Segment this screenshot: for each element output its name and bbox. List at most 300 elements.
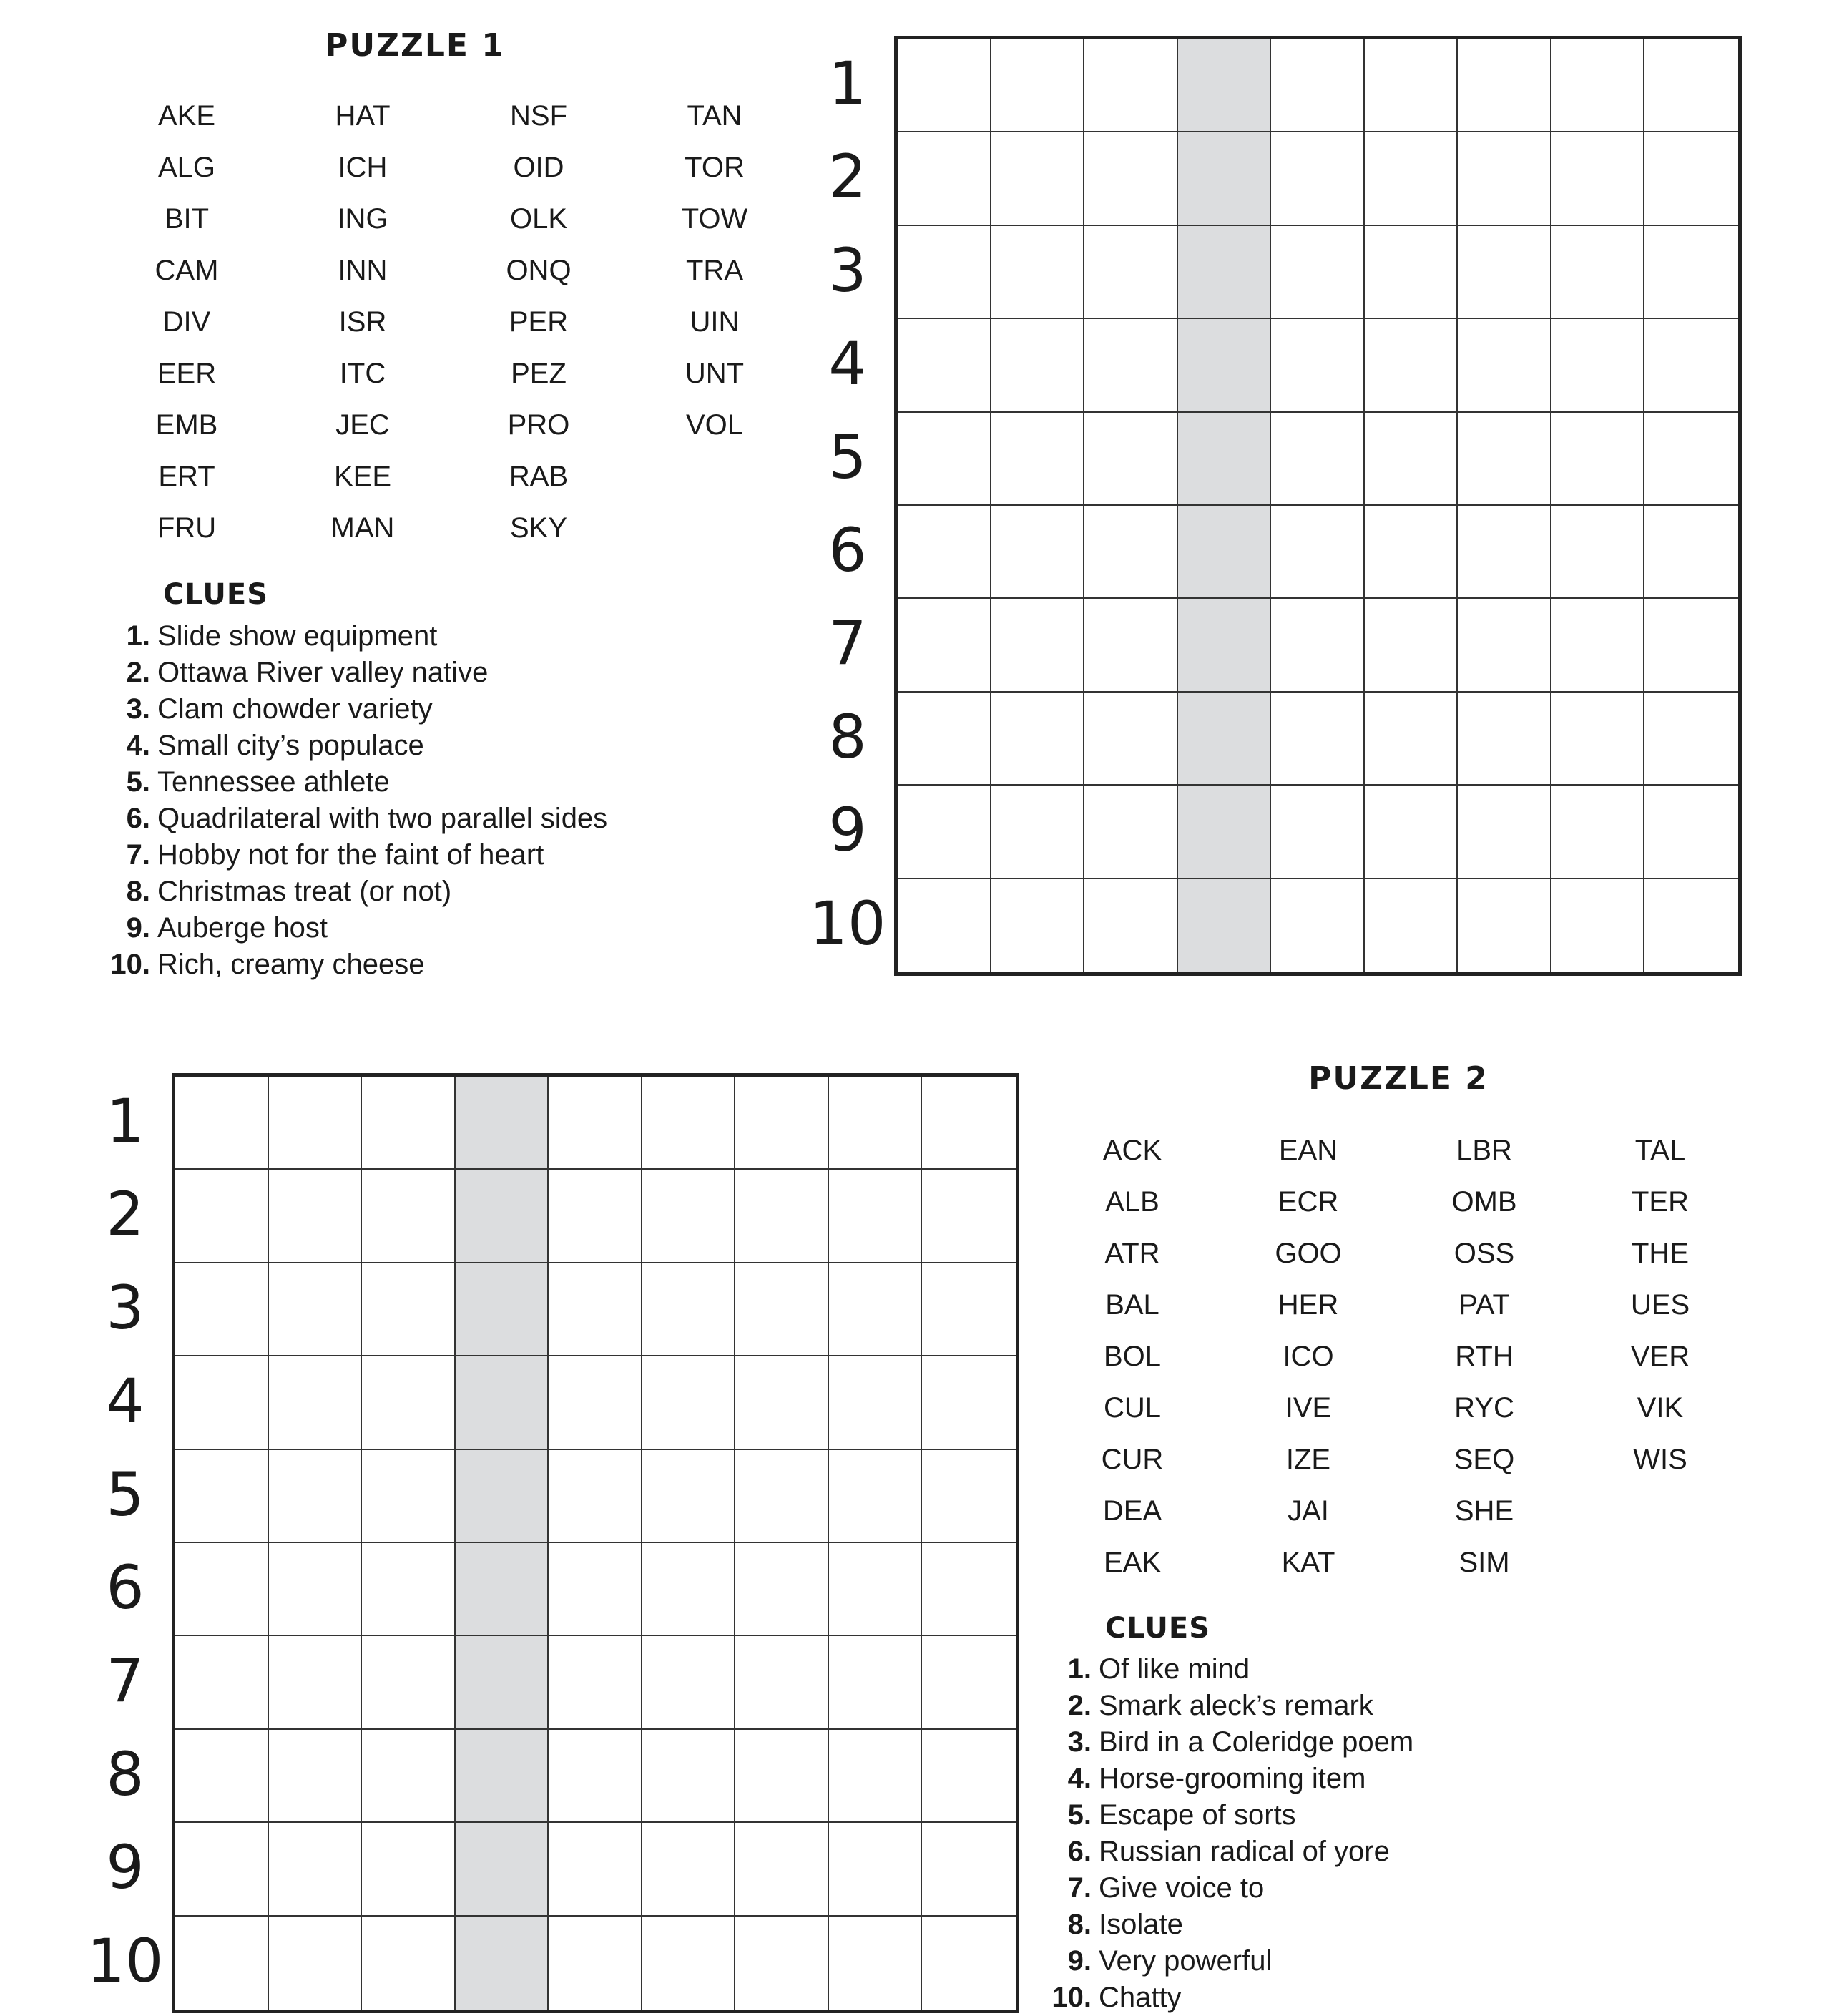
clue-number: 10. <box>110 949 150 980</box>
word-fragment: DIV <box>162 306 211 338</box>
clue-item <box>1041 1724 1413 1761</box>
word-fragment: LBR <box>1456 1135 1512 1166</box>
grid-cell[interactable] <box>1084 693 1178 786</box>
grid-cell[interactable] <box>362 1450 456 1543</box>
clue-number: 9. <box>126 912 150 944</box>
word-fragment: ALB <box>1105 1186 1159 1218</box>
word-fragment: VOL <box>685 409 744 441</box>
clue-number: 8. <box>126 876 150 907</box>
grid-cell[interactable] <box>1644 879 1738 972</box>
grid-cell[interactable] <box>1178 319 1272 412</box>
grid-cell[interactable] <box>362 1917 456 2010</box>
word-fragment: INN <box>338 255 388 286</box>
row-number: 5 <box>828 421 867 492</box>
grid-cell[interactable] <box>1271 39 1365 132</box>
clue-number: 5. <box>126 766 150 798</box>
grid-cell[interactable] <box>642 1823 736 1916</box>
grid-cell[interactable] <box>1084 506 1178 599</box>
grid-cell[interactable] <box>175 1730 269 1823</box>
word-fragment: UES <box>1630 1289 1690 1321</box>
clue-text: Russian radical of yore <box>1099 1836 1390 1867</box>
grid-cell[interactable] <box>1551 132 1645 225</box>
word-fragment: OSS <box>1453 1238 1515 1269</box>
grid-cell[interactable] <box>1365 693 1458 786</box>
clue-text: Isolate <box>1099 1909 1183 1940</box>
grid-cell[interactable] <box>269 1450 363 1543</box>
clue-number: 8. <box>1067 1909 1092 1940</box>
row-number: 8 <box>828 701 867 772</box>
clue-text: Auberge host <box>157 912 328 944</box>
word-fragment: UNT <box>685 358 745 389</box>
grid-cell[interactable] <box>829 1543 923 1636</box>
grid-cell[interactable] <box>922 1077 1016 1170</box>
grid-cell[interactable] <box>991 413 1085 506</box>
grid-cell[interactable] <box>735 1356 829 1449</box>
row-number: 6 <box>828 515 867 585</box>
word-fragment: RTH <box>1455 1341 1514 1372</box>
grid-cell[interactable] <box>991 599 1085 692</box>
grid-cell[interactable] <box>1458 39 1551 132</box>
grid-cell[interactable] <box>735 1170 829 1263</box>
word-fragment: FRU <box>157 512 217 544</box>
clue-number: 9. <box>1067 1945 1092 1977</box>
grid-cell[interactable] <box>362 1263 456 1356</box>
grid-cell[interactable] <box>1178 786 1272 879</box>
clue-item <box>1041 1943 1413 1980</box>
grid-cell[interactable] <box>991 879 1085 972</box>
grid-cell[interactable] <box>991 693 1085 786</box>
grid-cell[interactable] <box>456 1636 549 1729</box>
word-fragment: JAI <box>1288 1495 1329 1527</box>
row-number: 4 <box>106 1366 144 1437</box>
word-fragment: UIN <box>690 306 740 338</box>
grid-cell[interactable] <box>1644 226 1738 319</box>
puzzle1-clues-heading: CLUES <box>163 578 269 611</box>
grid-cell[interactable] <box>1365 599 1458 692</box>
grid-cell[interactable] <box>269 1077 363 1170</box>
clue-text: Horse-grooming item <box>1099 1763 1366 1794</box>
grid-cell[interactable] <box>269 1543 363 1636</box>
grid-cell[interactable] <box>1551 786 1645 879</box>
word-fragment: VER <box>1630 1341 1690 1372</box>
word-fragment: JEC <box>335 409 390 441</box>
grid-cell[interactable] <box>549 1356 642 1449</box>
word-fragment: OMB <box>1451 1186 1517 1218</box>
word-fragment: BIT <box>164 203 210 235</box>
grid-cell[interactable] <box>922 1823 1016 1916</box>
grid-cell[interactable] <box>1271 693 1365 786</box>
grid-cell[interactable] <box>829 1730 923 1823</box>
word-fragment: PAT <box>1458 1289 1510 1321</box>
grid-cell[interactable] <box>1271 319 1365 412</box>
grid-cell[interactable] <box>1458 786 1551 879</box>
clue-item <box>100 874 607 910</box>
grid-cell[interactable] <box>1551 879 1645 972</box>
grid-cell[interactable] <box>1458 506 1551 599</box>
grid-cell[interactable] <box>829 1450 923 1543</box>
grid-cell[interactable] <box>991 226 1085 319</box>
word-fragment: BOL <box>1103 1341 1162 1372</box>
grid-cell[interactable] <box>922 1730 1016 1823</box>
word-fragment: THE <box>1632 1238 1689 1269</box>
word-fragment: TOW <box>681 203 748 235</box>
grid-cell[interactable] <box>269 1917 363 2010</box>
clue-item <box>1041 1651 1413 1688</box>
row-number: 10 <box>87 1925 164 1996</box>
grid-cell[interactable] <box>1644 786 1738 879</box>
clue-text: Slide show equipment <box>157 620 438 652</box>
word-fragment: ING <box>337 203 388 235</box>
grid-cell[interactable] <box>735 1450 829 1543</box>
grid-cell[interactable] <box>829 1823 923 1916</box>
word-fragment: OID <box>513 152 564 183</box>
grid-cell[interactable] <box>735 1543 829 1636</box>
grid-cell[interactable] <box>1644 132 1738 225</box>
clue-text: Very powerful <box>1099 1945 1273 1977</box>
grid-cell[interactable] <box>642 1356 736 1449</box>
row-number: 3 <box>106 1272 144 1343</box>
grid-cell[interactable] <box>1084 786 1178 879</box>
grid-cell[interactable] <box>1271 786 1365 879</box>
puzzle1-word-bank <box>99 90 803 554</box>
clue-number: 4. <box>1067 1763 1092 1794</box>
grid-cell[interactable] <box>1365 413 1458 506</box>
grid-cell[interactable] <box>175 1077 269 1170</box>
word-fragment: KAT <box>1281 1547 1335 1578</box>
grid-cell[interactable] <box>362 1077 456 1170</box>
word-fragment: ACK <box>1102 1135 1162 1166</box>
grid-cell[interactable] <box>549 1636 642 1729</box>
grid-cell[interactable] <box>991 506 1085 599</box>
clue-number: 2. <box>1067 1690 1092 1721</box>
grid-cell[interactable] <box>1644 506 1738 599</box>
grid-cell[interactable] <box>1271 132 1365 225</box>
word-fragment: TAL <box>1634 1135 1686 1166</box>
grid-cell[interactable] <box>549 1823 642 1916</box>
grid-cell[interactable] <box>1458 413 1551 506</box>
grid-cell[interactable] <box>898 319 991 412</box>
grid-cell[interactable] <box>898 413 991 506</box>
row-number: 2 <box>106 1179 144 1250</box>
grid-cell[interactable] <box>549 1917 642 2010</box>
word-fragment: GOO <box>1275 1238 1342 1269</box>
clue-item <box>100 946 607 983</box>
word-fragment: KEE <box>333 461 392 492</box>
word-fragment: ICO <box>1283 1341 1334 1372</box>
grid-cell[interactable] <box>829 1263 923 1356</box>
word-fragment: PER <box>509 306 569 338</box>
grid-cell[interactable] <box>1178 693 1272 786</box>
grid-cell[interactable] <box>1644 413 1738 506</box>
clue-number: 6. <box>126 803 150 834</box>
row-number: 1 <box>828 49 867 119</box>
grid-cell[interactable] <box>1644 319 1738 412</box>
word-fragment: RYC <box>1454 1392 1514 1424</box>
grid-cell[interactable] <box>1365 506 1458 599</box>
puzzle2-clue-list <box>1041 1651 1413 2016</box>
clue-text: Clam chowder variety <box>157 693 433 725</box>
grid-cell[interactable] <box>642 1077 736 1170</box>
clue-number: 7. <box>1067 1872 1092 1904</box>
grid-cell[interactable] <box>549 1077 642 1170</box>
grid-cell[interactable] <box>1084 319 1178 412</box>
grid-cell[interactable] <box>829 1356 923 1449</box>
grid-cell[interactable] <box>642 1730 736 1823</box>
word-fragment: TER <box>1632 1186 1689 1218</box>
grid-cell[interactable] <box>735 1263 829 1356</box>
clue-text: Quadrilateral with two parallel sides <box>157 803 608 834</box>
grid-cell[interactable] <box>991 319 1085 412</box>
grid-cell[interactable] <box>456 1823 549 1916</box>
grid-cell[interactable] <box>1365 879 1458 972</box>
grid-cell[interactable] <box>991 786 1085 879</box>
grid-cell[interactable] <box>1178 226 1272 319</box>
grid-cell[interactable] <box>1644 599 1738 692</box>
grid-cell[interactable] <box>456 1450 549 1543</box>
grid-cell[interactable] <box>735 1917 829 2010</box>
word-fragment: EER <box>157 358 217 389</box>
word-fragment: PEZ <box>511 358 567 389</box>
row-number: 3 <box>828 235 867 305</box>
grid-cell[interactable] <box>829 1636 923 1729</box>
grid-cell[interactable] <box>1458 226 1551 319</box>
grid-cell[interactable] <box>1365 319 1458 412</box>
grid-cell[interactable] <box>829 1917 923 2010</box>
clue-text: Rich, creamy cheese <box>157 949 425 980</box>
clue-item <box>1041 1688 1413 1724</box>
row-number: 5 <box>106 1459 144 1530</box>
grid-cell[interactable] <box>456 1730 549 1823</box>
clue-number: 4. <box>126 730 150 761</box>
word-fragment: ISR <box>338 306 387 338</box>
grid-cell[interactable] <box>1365 39 1458 132</box>
grid-cell[interactable] <box>922 1356 1016 1449</box>
grid-cell[interactable] <box>269 1823 363 1916</box>
word-fragment: IZE <box>1285 1444 1331 1475</box>
grid-cell[interactable] <box>898 132 991 225</box>
grid-cell[interactable] <box>922 1263 1016 1356</box>
row-number: 2 <box>828 142 867 212</box>
grid-cell[interactable] <box>1271 599 1365 692</box>
grid-cell[interactable] <box>549 1263 642 1356</box>
clue-item <box>100 801 607 837</box>
clue-text: Escape of sorts <box>1099 1799 1296 1831</box>
word-fragment: DEA <box>1102 1495 1162 1527</box>
word-fragment: OLK <box>509 203 568 235</box>
word-fragment: SHE <box>1454 1495 1514 1527</box>
row-number: 6 <box>106 1552 144 1623</box>
grid-cell[interactable] <box>456 1356 549 1449</box>
clue-number: 2. <box>126 657 150 688</box>
grid-cell[interactable] <box>1458 879 1551 972</box>
word-fragment: ICH <box>338 152 388 183</box>
grid-cell[interactable] <box>829 1170 923 1263</box>
clue-text: Bird in a Coleridge poem <box>1099 1726 1414 1758</box>
grid-cell[interactable] <box>1551 693 1645 786</box>
clue-text: Ottawa River valley native <box>157 657 489 688</box>
clue-item <box>100 764 607 801</box>
grid-cell[interactable] <box>269 1636 363 1729</box>
grid-cell[interactable] <box>1084 132 1178 225</box>
grid-cell[interactable] <box>922 1543 1016 1636</box>
grid-cell[interactable] <box>642 1450 736 1543</box>
grid-cell[interactable] <box>1551 39 1645 132</box>
grid-cell[interactable] <box>362 1636 456 1729</box>
word-fragment: EAK <box>1103 1547 1162 1578</box>
grid-cell[interactable] <box>456 1077 549 1170</box>
word-fragment: SEQ <box>1453 1444 1515 1475</box>
clue-number: 3. <box>1067 1726 1092 1758</box>
grid-cell[interactable] <box>269 1263 363 1356</box>
grid-cell[interactable] <box>922 1450 1016 1543</box>
grid-cell[interactable] <box>922 1170 1016 1263</box>
grid-cell[interactable] <box>1178 132 1272 225</box>
grid-cell[interactable] <box>898 879 991 972</box>
grid-cell[interactable] <box>1178 39 1272 132</box>
word-fragment: ALG <box>157 152 216 183</box>
grid-cell[interactable] <box>898 506 991 599</box>
grid-cell[interactable] <box>1084 226 1178 319</box>
grid-cell[interactable] <box>642 1917 736 2010</box>
grid-cell[interactable] <box>898 226 991 319</box>
puzzle1-answer-grid <box>894 36 1742 976</box>
grid-cell[interactable] <box>898 786 991 879</box>
grid-cell[interactable] <box>1271 226 1365 319</box>
grid-cell[interactable] <box>1084 39 1178 132</box>
grid-cell[interactable] <box>456 1263 549 1356</box>
word-fragment: SKY <box>509 512 568 544</box>
grid-cell[interactable] <box>269 1730 363 1823</box>
grid-cell[interactable] <box>642 1170 736 1263</box>
grid-cell[interactable] <box>1365 786 1458 879</box>
grid-cell[interactable] <box>898 693 991 786</box>
grid-cell[interactable] <box>1551 506 1645 599</box>
grid-cell[interactable] <box>1271 879 1365 972</box>
grid-cell[interactable] <box>175 1356 269 1449</box>
grid-cell[interactable] <box>991 39 1085 132</box>
grid-cell[interactable] <box>1644 39 1738 132</box>
grid-cell[interactable] <box>898 39 991 132</box>
grid-cell[interactable] <box>549 1450 642 1543</box>
grid-cell[interactable] <box>922 1917 1016 2010</box>
grid-cell[interactable] <box>549 1543 642 1636</box>
clue-item <box>1041 1980 1413 2016</box>
grid-cell[interactable] <box>362 1543 456 1636</box>
grid-cell[interactable] <box>898 599 991 692</box>
grid-cell[interactable] <box>1084 879 1178 972</box>
word-fragment: EAN <box>1278 1135 1338 1166</box>
puzzle2-word-bank <box>1044 1125 1748 1588</box>
word-fragment: WIS <box>1633 1444 1687 1475</box>
grid-cell[interactable] <box>1644 693 1738 786</box>
grid-cell[interactable] <box>362 1730 456 1823</box>
grid-cell[interactable] <box>1458 693 1551 786</box>
grid-cell[interactable] <box>1551 413 1645 506</box>
clue-item <box>1041 1761 1413 1797</box>
grid-cell[interactable] <box>1178 599 1272 692</box>
grid-cell[interactable] <box>1458 319 1551 412</box>
grid-cell[interactable] <box>1084 599 1178 692</box>
word-fragment: BAL <box>1105 1289 1159 1321</box>
grid-cell[interactable] <box>642 1263 736 1356</box>
grid-cell[interactable] <box>1551 599 1645 692</box>
grid-cell[interactable] <box>1551 226 1645 319</box>
grid-cell[interactable] <box>456 1917 549 2010</box>
grid-cell[interactable] <box>922 1636 1016 1729</box>
grid-cell[interactable] <box>269 1356 363 1449</box>
clue-text: Hobby not for the faint of heart <box>157 839 544 871</box>
word-fragment <box>627 451 803 502</box>
grid-cell[interactable] <box>735 1636 829 1729</box>
grid-cell[interactable] <box>829 1077 923 1170</box>
grid-cell[interactable] <box>1178 413 1272 506</box>
grid-cell[interactable] <box>456 1543 549 1636</box>
grid-cell[interactable] <box>1271 413 1365 506</box>
grid-cell[interactable] <box>1271 506 1365 599</box>
grid-cell[interactable] <box>175 1170 269 1263</box>
grid-cell[interactable] <box>1551 319 1645 412</box>
grid-cell[interactable] <box>1458 132 1551 225</box>
word-fragment: ATR <box>1104 1238 1160 1269</box>
word-fragment: TAN <box>687 100 742 132</box>
word-fragment: ITC <box>339 358 386 389</box>
word-fragment: MAN <box>330 512 395 544</box>
grid-cell[interactable] <box>991 132 1085 225</box>
grid-cell[interactable] <box>362 1170 456 1263</box>
grid-cell[interactable] <box>642 1636 736 1729</box>
grid-cell[interactable] <box>1084 413 1178 506</box>
clue-number: 1. <box>126 620 150 652</box>
grid-cell[interactable] <box>1458 599 1551 692</box>
grid-cell[interactable] <box>735 1730 829 1823</box>
grid-cell[interactable] <box>175 1917 269 2010</box>
word-fragment: CUL <box>1103 1392 1162 1424</box>
grid-cell[interactable] <box>269 1170 363 1263</box>
grid-cell[interactable] <box>175 1636 269 1729</box>
grid-cell[interactable] <box>175 1543 269 1636</box>
clue-number: 7. <box>126 839 150 871</box>
grid-cell[interactable] <box>735 1823 829 1916</box>
word-fragment <box>1572 1485 1748 1537</box>
word-fragment: IVE <box>1285 1392 1332 1424</box>
grid-cell[interactable] <box>362 1356 456 1449</box>
grid-cell[interactable] <box>1178 879 1272 972</box>
grid-cell[interactable] <box>549 1730 642 1823</box>
clue-text: Give voice to <box>1099 1872 1265 1904</box>
grid-cell[interactable] <box>1365 132 1458 225</box>
grid-cell[interactable] <box>175 1263 269 1356</box>
grid-cell[interactable] <box>175 1450 269 1543</box>
grid-cell[interactable] <box>1178 506 1272 599</box>
grid-cell[interactable] <box>735 1077 829 1170</box>
grid-cell[interactable] <box>549 1170 642 1263</box>
clue-item <box>1041 1907 1413 1943</box>
grid-cell[interactable] <box>456 1170 549 1263</box>
grid-cell[interactable] <box>175 1823 269 1916</box>
row-number: 8 <box>106 1738 144 1809</box>
puzzle2-clues-heading: CLUES <box>1105 1612 1211 1645</box>
clue-number: 6. <box>1067 1836 1092 1867</box>
row-number: 4 <box>828 328 867 399</box>
grid-cell[interactable] <box>362 1823 456 1916</box>
word-fragment: CUR <box>1101 1444 1164 1475</box>
word-fragment: VIK <box>1637 1392 1684 1424</box>
clue-text: Chatty <box>1099 1982 1182 2013</box>
word-fragment <box>627 502 803 554</box>
row-number: 7 <box>106 1645 144 1716</box>
grid-cell[interactable] <box>642 1543 736 1636</box>
grid-cell[interactable] <box>1365 226 1458 319</box>
